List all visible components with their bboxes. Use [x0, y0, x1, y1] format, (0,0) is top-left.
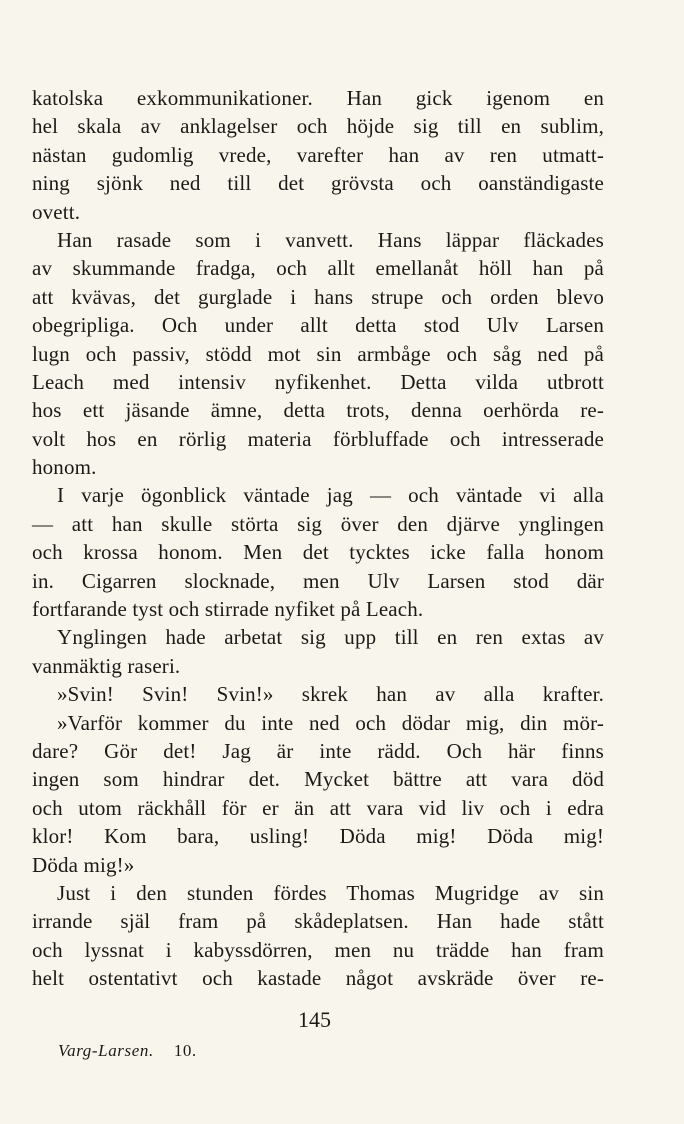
text-line: att kvävas, det gurglade i hans strupe och orden blevo [32, 284, 604, 309]
text-line: hel skala av anklagelser och höjde sig till en sublim, [32, 114, 604, 139]
signature-line [58, 1040, 197, 1062]
text-line: fortfarande tyst och stirrade nyfiket på Leach. [32, 597, 424, 622]
text-line: och lyssnat i kabyssdörren, men nu trädde han fram [32, 937, 604, 962]
text-line: Ynglingen hade arbetat sig upp till en ren extas av [57, 625, 604, 650]
text-line: vanmäktig raseri. [32, 653, 181, 678]
text-line: nästan gudomlig vrede, varefter han av ren utmatt- [32, 142, 604, 167]
text-line: klor! Kom bara, usling! Döda mig! Döda mig! [32, 824, 604, 849]
text-line: — att han skulle störta sig över den djärve ynglingen [32, 511, 604, 536]
text-line: ovett. [32, 199, 81, 224]
text-line: Just i den stunden fördes Thomas Mugridge av sin [57, 880, 604, 905]
text-line: volt hos en rörlig materia förbluffade och intresserade [32, 426, 604, 451]
text-line: obegripliga. Och under allt detta stod Ulv Larsen [32, 313, 604, 338]
body-text [32, 84, 604, 993]
text-line: honom. [32, 455, 97, 480]
text-line: Han rasade som i vanvett. Hans läppar fläckades [57, 227, 604, 252]
signature-title: Varg-Larsen. [58, 1041, 154, 1060]
text-line: »Varför kommer du inte ned och dödar mig, din mör- [57, 710, 604, 735]
text-line: helt ostentativt och kastade något avskräde över re- [32, 966, 604, 991]
text-line: hos ett jäsande ämne, detta trots, denna oerhörda re- [32, 398, 604, 423]
text-line: ning sjönk ned till det grövsta och oanständigaste [32, 171, 604, 196]
text-line: ingen som hindrar det. Mycket bättre att vara död [32, 767, 604, 792]
page-number: 145 [298, 1007, 331, 1032]
text-line: I varje ögonblick väntade jag — och väntade vi alla [57, 483, 604, 508]
signature-number: 10. [173, 1041, 197, 1060]
text-line: katolska exkommunikationer. Han gick igenom en [32, 86, 604, 110]
text-line: irrande själ fram på skådeplatsen. Han hade stått [32, 909, 604, 934]
text-line: in. Cigarren slocknade, men Ulv Larsen stod där [32, 568, 604, 593]
text-line: och utom räckhåll för er än att vara vid liv och i edra [32, 795, 604, 820]
text-line: Leach med intensiv nyfikenhet. Detta vilda utbrott [32, 369, 604, 394]
text-line: av skummande fradga, och allt emellanåt höll han på [32, 256, 604, 281]
text-line: dare? Gör det! Jag är inte rädd. Och här finns [32, 738, 604, 763]
text-line: Döda mig!» [32, 852, 135, 877]
text-line: lugn och passiv, stödd mot sin armbåge och såg ned på [32, 341, 604, 366]
text-line: »Svin! Svin! Svin!» skrek han av alla krafter. [57, 682, 604, 707]
text-line: och krossa honom. Men det tycktes icke falla honom [32, 540, 604, 565]
